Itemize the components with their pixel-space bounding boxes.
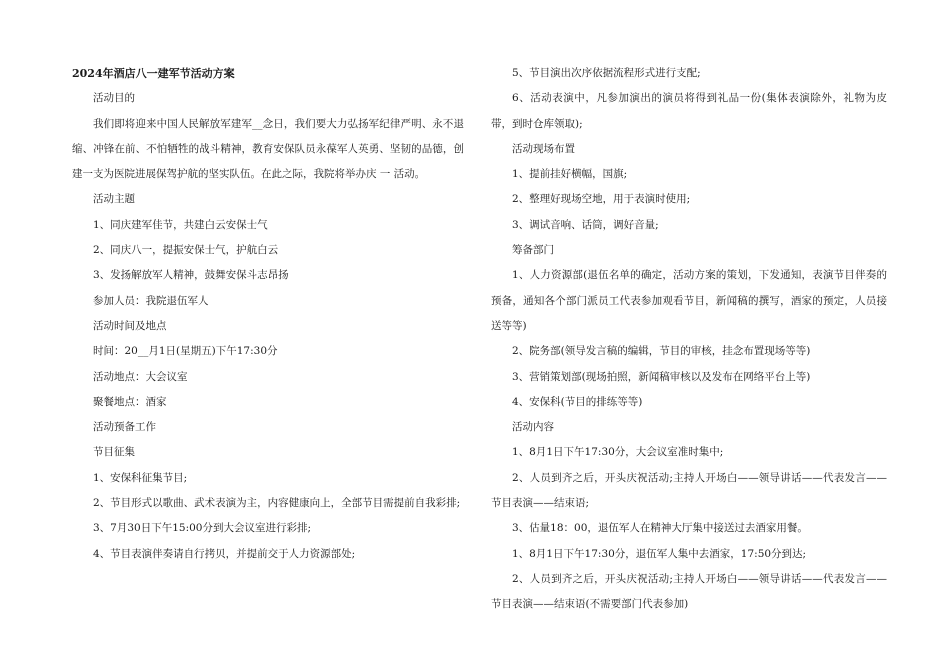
paragraph: 活动地点：大会议室 [93, 370, 188, 383]
paragraph: 3、营销策划部(现场拍照，新闻稿审核以及发布在网络平台上等) [512, 370, 811, 383]
paragraph: 2、同庆八一，提振安保士气，护航白云 [93, 244, 279, 257]
paragraph: 1、8月1日下午17:30分，大会议室准时集中; [512, 446, 724, 459]
paragraph: 2、整理好现场空地，用于表演时使用; [512, 193, 691, 206]
paragraph: 活动主题 [93, 193, 135, 206]
paragraph: 节目征集 [93, 446, 135, 459]
paragraph: 3、调试音响、话筒，调好音量; [512, 218, 659, 231]
paragraph: 活动现场布置 [512, 142, 575, 155]
paragraph: 2、人员到齐之后，开头庆祝活动;主持人开场白——领导讲话——代表发言——节目表演——结束语; [491, 471, 887, 510]
paragraph: 活动目的 [93, 92, 135, 105]
paragraph: 1、人力资源部(退伍名单的确定，活动方案的策划，下发通知，表演节目伴奏的预备，通知各个部门派员工代表参加观看节目，新闻稿的撰写，酒家的预定，人员接送等等) [491, 269, 887, 332]
paragraph: 我们即将迎来中国人民解放军建军__念日，我们要大力弘扬军纪律严明、永不退缩、冲锋在前、不怕牺牲的战斗精神，教育安保队员永葆军人英勇、坚韧的品德，创建一支为医院进展保驾护航的坚实队伍。在此之际，我院将举办庆 一 活动。 [72, 117, 464, 181]
paragraph: 1、安保科征集节目; [93, 471, 188, 484]
paragraph: 活动时间及地点 [93, 319, 167, 332]
left-column [72, 61, 464, 567]
paragraph: 3、估量18：00，退伍军人在精神大厅集中接送过去酒家用餐。 [512, 522, 808, 535]
paragraph: 6、活动表演中，凡参加演出的演员将得到礼品一份(集体表演除外，礼物为皮带，到时仓库领取); [491, 92, 887, 130]
paragraph: 参加人员：我院退伍军人 [93, 294, 209, 307]
paragraph: 时间：20__月1日(星期五)下午17:30分 [93, 345, 278, 358]
paragraph: 2、院务部(领导发言稿的编辑，节目的审核，挂念布置现场等等) [512, 345, 811, 358]
paragraph: 2、人员到齐之后，开头庆祝活动;主持人开场白——领导讲话——代表发言——节目表演——结束语(不需要部门代表参加) [491, 572, 887, 611]
paragraph: 1、提前挂好横幅，国旗; [512, 168, 628, 181]
paragraph: 3、发扬解放军人精神，鼓舞安保斗志昂扬 [93, 269, 289, 282]
paragraph: 活动预备工作 [93, 421, 156, 434]
paragraph: 聚餐地点：酒家 [93, 395, 167, 408]
paragraph: 5、节目演出次序依据流程形式进行支配; [512, 67, 701, 79]
paragraph: 4、安保科(节目的排练等等) [512, 395, 643, 408]
paragraph: 活动内容 [512, 421, 554, 434]
document-title: 2024年酒店八一建军节活动方案 [72, 67, 235, 80]
paragraph: 3、7月30日下午15:00分到大会议室进行彩排; [93, 522, 312, 535]
right-column [491, 61, 887, 618]
paragraph: 筹备部门 [512, 244, 554, 257]
paragraph: 4、节目表演伴奏请自行拷贝，并提前交于人力资源部处; [93, 547, 356, 560]
paragraph: 1、8月1日下午17:30分，退伍军人集中去酒家，17:50分到达; [512, 547, 807, 560]
paragraph: 1、同庆建军佳节，共建白云安保士气 [93, 218, 268, 231]
paragraph: 2、节目形式以歌曲、武术表演为主，内容健康向上，全部节目需提前自我彩排; [93, 497, 461, 510]
